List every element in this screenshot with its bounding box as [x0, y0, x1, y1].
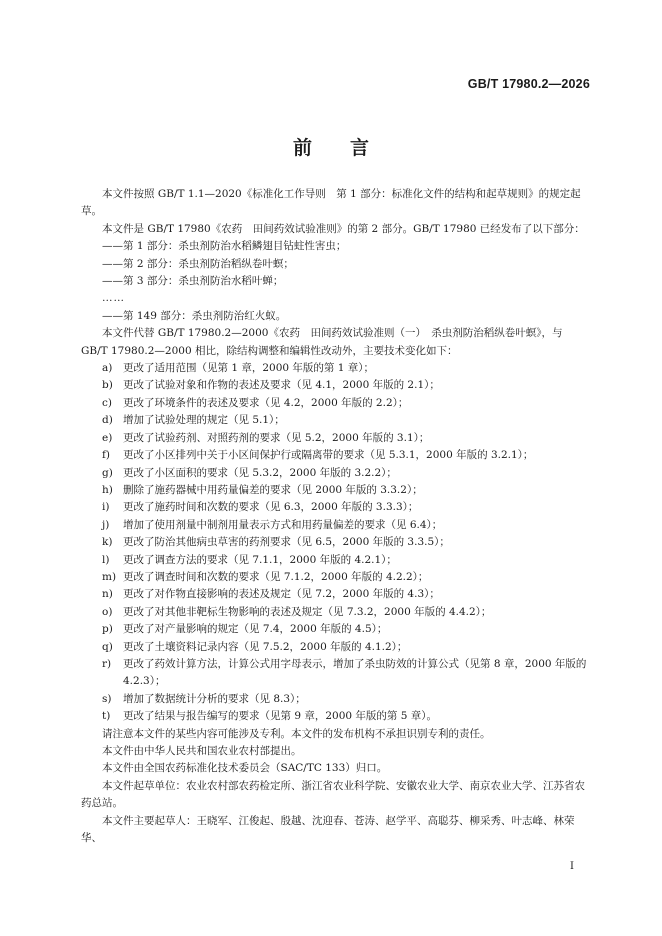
list-item-text: 更改了环境条件的表述及要求（见 4.2，2000 年版的 2.2）； [123, 396, 409, 409]
list-item: ——第 1 部分：杀虫剂防治水稻鳞翅目钻蛀性害虫； [102, 240, 347, 253]
list-item [81, 517, 591, 534]
list-item-label: a) [102, 362, 113, 375]
list-item-label: k) [102, 536, 113, 549]
list-item-text: 更改了适用范围（见第 1 章，2000 年版的第 1 章）； [123, 362, 375, 375]
list-item [81, 621, 591, 638]
list-ellipsis: …… [102, 292, 125, 305]
paragraph-drafting-rules: 本文件按照 GB/T 1.1—2020《标准化工作导则 第 1 部分：标准化文件的结构和起草规则》的规定起草。 [81, 188, 581, 218]
list-item [81, 691, 591, 708]
list-item-label: i) [102, 501, 110, 514]
list-item-text: 更改了调查时间和次数的要求（见 7.1.2，2000 年版的 4.2.2）； [123, 570, 429, 583]
list-item-label: b) [102, 379, 113, 392]
list-item [81, 482, 591, 499]
list-item: ——第 2 部分：杀虫剂防治稻纵卷叶螟； [102, 257, 294, 270]
list-item: ——第 149 部分：杀虫剂防治红火蚁。 [102, 309, 287, 322]
list-item: ——第 3 部分：杀虫剂防治水稻叶蝉； [102, 275, 284, 288]
list-item-text: 更改了结果与报告编写的要求（见第 9 章，2000 年版的第 5 章）。 [123, 710, 438, 723]
document-code: GB/T 17980.2—2026 [467, 77, 590, 91]
list-item-label: r) [102, 657, 112, 670]
list-item [81, 412, 591, 429]
paragraph-proposer: 本文件由中华人民共和国农业农村部提出。 [102, 745, 302, 757]
list-item-text: 更改了试验对象和作物的表述及要求（见 4.1，2000 年版的 2.1）； [123, 379, 440, 392]
list-item [81, 499, 591, 516]
list-item-label: j) [102, 518, 110, 531]
list-item-text: 增加了数据统计分析的要求（见 8.3）； [123, 692, 306, 705]
list-item-label: q) [102, 640, 113, 653]
list-item-text: 更改了对作物直接影响的表述及规定（见 7.2，2000 年版的 4.3）； [123, 588, 440, 601]
list-item-text: 更改了对产量影响的规定（见 7.4，2000 年版的 4.5）； [123, 623, 388, 636]
list-item-label: t) [102, 710, 111, 723]
list-item-label: m) [102, 570, 117, 583]
list-item [81, 604, 591, 621]
list-item [81, 708, 591, 725]
document-body [81, 186, 591, 847]
list-item-label: p) [102, 623, 113, 636]
list-item [81, 569, 591, 586]
list-item-label: f) [102, 449, 110, 462]
list-item-text: 更改了试验药剂、对照药剂的要求（见 5.2，2000 年版的 3.1）； [123, 431, 430, 444]
list-item-text: 更改了小区排列中关于小区间保护行或隔离带的要求（见 5.3.1，2000 年版的 3.2.1）； [123, 449, 534, 462]
paragraph-series-intro: 本文件是 GB/T 17980《农药 田间药效试验准则》的第 2 部分。GB/T 17980 已经发布了以下部分： [102, 222, 585, 235]
list-item [81, 430, 591, 447]
list-item-label: n) [102, 588, 113, 601]
list-item [81, 534, 591, 551]
list-item-text: 更改了小区面积的要求（见 5.3.2，2000 年版的 3.2.2）； [123, 466, 397, 479]
page-number: I [570, 861, 574, 872]
changes-list [81, 360, 591, 726]
list-item [81, 360, 591, 377]
paragraph-replaces: 本文件代替 GB/T 17980.2—2000《农药 田间药效试验准则（一） 杀虫剂防治稻纵卷叶螟》，与 GB/T 17980.2—2000 相比，除结构调整和编辑性改动外，主要技术变化如下： [81, 327, 566, 357]
paragraph-technical-committee: 本文件由全国农药标准化技术委员会（SAC/TC 133）归口。 [102, 762, 388, 775]
list-item [81, 447, 591, 464]
paragraph-drafters: 本文件主要起草人：王晓军、江俊起、殷越、沈迎春、苍涛、赵学平、高聪芬、柳采秀、叶志峰、林荣华、 [81, 814, 575, 845]
list-item-label: c) [102, 396, 112, 409]
list-item [81, 377, 591, 394]
list-item-text: 增加了试验处理的规定（见 5.1）； [123, 414, 285, 427]
list-item [81, 656, 591, 691]
list-item-text: 删除了施药器械中用药量偏差的要求（见 2000 年版的 3.3.2）； [123, 483, 423, 496]
list-item-label: l) [102, 553, 110, 566]
list-item [81, 465, 591, 482]
list-item-label: e) [102, 431, 113, 444]
list-item-label: d) [102, 414, 113, 427]
list-item-text: 更改了调查方法的要求（见 7.1.1，2000 年版的 4.2.1）； [123, 553, 397, 566]
list-item-label: g) [102, 466, 113, 479]
list-item-text: 更改了施药时间和次数的要求（见 6.3，2000 年版的 3.3.3）； [123, 501, 419, 514]
paragraph-drafting-units: 本文件起草单位：农业农村部农药检定所、浙江省农业科学院、安徽农业大学、南京农业大学、江苏省农药总站。 [81, 779, 585, 810]
list-item-label: o) [102, 605, 113, 618]
list-item [81, 639, 591, 656]
paragraph-patent-notice: 请注意本文件的某些内容可能涉及专利。本文件的发布机构不承担识别专利的责任。 [102, 727, 491, 740]
list-item-text: 更改了防治其他病虫草害的药剂要求（见 6.5，2000 年版的 3.3.5）； [123, 536, 450, 549]
list-item-text: 更改了药效计算方法，计算公式用字母表示，增加了杀虫防效的计算公式（见第 8 章，2000 年版的 4.2.3）； [123, 657, 587, 688]
list-item [81, 395, 591, 412]
page-title: 前言 [292, 137, 407, 159]
list-item-label: s) [102, 692, 112, 705]
list-item-text: 更改了土壤资料记录内容（见 7.5.2，2000 年版的 4.1.2）； [123, 640, 408, 653]
list-item [81, 586, 591, 603]
list-item-text: 增加了使用剂量中制剂用量表示方式和用药量偏差的要求（见 6.4）； [123, 518, 443, 531]
list-item-text: 更改了对其他非靶标生物影响的表述及规定（见 7.3.2，2000 年版的 4.4.2）； [123, 605, 492, 618]
list-item-label: h) [102, 483, 113, 496]
list-item [81, 552, 591, 569]
